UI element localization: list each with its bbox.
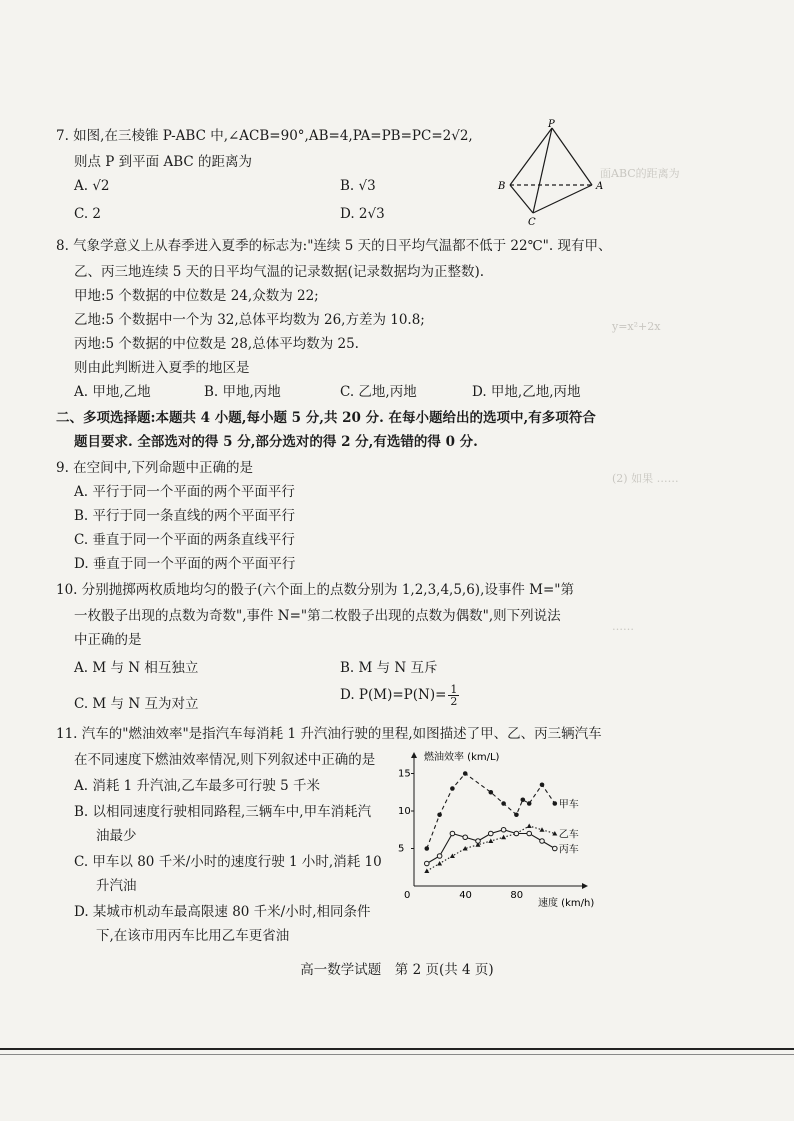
q11-option-d-line2: 下,在该市用丙车比用乙车更省油: [96, 928, 290, 944]
q8-option-c: C. 乙地,丙地: [340, 384, 417, 400]
q9-stem: 9. 在空间中,下列命题中正确的是: [56, 460, 253, 476]
fraction-denominator: 2: [450, 695, 458, 708]
footer-rule-thin: [0, 1054, 794, 1055]
data-point: [489, 790, 494, 795]
fraction: [448, 684, 459, 707]
q7-stem-line2: 则点 P 到平面 ABC 的距离为: [74, 154, 252, 170]
q7-stem-line1: 7. 如图,在三棱锥 P-ABC 中,∠ACB=90°,AB=4,PA=PB=PC=2√2,: [56, 128, 473, 144]
data-point: [463, 771, 468, 776]
data-point: [437, 861, 442, 866]
data-point: [553, 846, 558, 851]
x-tick-label: 40: [459, 890, 472, 901]
q8-option-d: D. 甲地,乙地,丙地: [472, 384, 581, 400]
data-point: [450, 831, 455, 836]
q8-option-a: A. 甲地,乙地: [74, 384, 151, 400]
data-point: [488, 839, 493, 844]
q11-stem-line1: 11. 汽车的"燃油效率"是指汽车每消耗 1 升汽油行驶的里程,如图描述了甲、乙、丙三辆汽车: [56, 726, 602, 742]
series-label: 乙车: [558, 829, 579, 841]
q8-data-jia: 甲地:5 个数据的中位数是 24,众数为 22;: [74, 288, 319, 304]
footer-rule: [0, 1048, 794, 1050]
vertex-label-p: P: [548, 119, 555, 130]
data-point: [450, 786, 455, 791]
q7-option-d: D. 2√3: [340, 206, 385, 222]
data-point: [540, 827, 545, 832]
q8-option-b: B. 甲地,丙地: [204, 384, 281, 400]
data-point: [501, 801, 506, 806]
q8-question: 则由此判断进入夏季的地区是: [74, 360, 250, 376]
tetrahedron-figure: [490, 118, 605, 228]
q10-option-b: B. M 与 N 互斥: [340, 660, 438, 676]
fraction-numerator: 1: [450, 683, 458, 696]
data-point: [425, 846, 430, 851]
q11-option-c-line2: 升汽油: [96, 878, 137, 894]
data-point: [463, 835, 468, 840]
vertex-label-c: C: [528, 217, 536, 228]
data-point: [521, 797, 526, 802]
data-point: [540, 782, 545, 787]
data-point: [514, 831, 519, 836]
q11-stem-line2: 在不同速度下燃油效率情况,则下列叙述中正确的是: [74, 752, 376, 768]
q10-option-d-text: D. P(M)=P(N)=: [340, 687, 447, 703]
q7-option-a: A. √2: [74, 178, 110, 194]
q9-option-a: A. 平行于同一个平面的两个平面平行: [74, 484, 295, 500]
data-point: [450, 854, 455, 859]
section2-heading-line2: 题目要求. 全部选对的得 5 分,部分选对的得 2 分,有选错的得 0 分.: [74, 434, 478, 450]
y-axis-arrow-icon: [411, 752, 417, 758]
data-point: [425, 861, 430, 866]
q10-option-c: C. M 与 N 互为对立: [74, 696, 199, 712]
chart-axes: [398, 752, 588, 901]
data-point: [540, 839, 545, 844]
data-point: [514, 812, 519, 817]
q10-option-d: [340, 684, 459, 707]
chart-xlabel: 速度 (km/h): [538, 898, 595, 909]
q7-option-c: C. 2: [74, 206, 102, 222]
section2-heading-line1: 二、多项选择题:本题共 4 小题,每小题 5 分,共 20 分. 在每小题给出的选项中,有多项符合: [56, 410, 596, 426]
data-point: [424, 869, 429, 874]
q8-data-yi: 乙地:5 个数据中一个为 32,总体平均数为 26,方差为 10.8;: [74, 312, 425, 328]
data-point: [437, 854, 442, 859]
q10-stem-line1: 10. 分别抛掷两枚质地均匀的骰子(六个面上的点数分别为 1,2,3,4,5,6),设事件 M="第: [56, 582, 575, 598]
data-point: [527, 831, 532, 836]
y-tick-label: 10: [398, 806, 411, 817]
data-point: [553, 801, 558, 806]
q11-option-c-line1: C. 甲车以 80 千米/小时的速度行驶 1 小时,消耗 10: [74, 854, 382, 870]
q11-option-b-line2: 油最少: [96, 828, 137, 844]
data-point: [527, 801, 532, 806]
q10-option-a: A. M 与 N 相互独立: [74, 660, 199, 676]
vertex-label-b: B: [498, 181, 506, 192]
data-point: [527, 824, 532, 829]
chart-legend: [559, 799, 579, 856]
y-tick-label: 15: [398, 768, 411, 780]
q11-option-a: A. 消耗 1 升汽油,乙车最多可行驶 5 千米: [74, 778, 320, 794]
q8-data-bing: 丙地:5 个数据的中位数是 28,总体平均数为 25.: [74, 336, 359, 352]
data-point: [501, 835, 506, 840]
x-tick-label: 0: [404, 890, 411, 901]
q11-option-d-line1: D. 某城市机动车最高限速 80 千米/小时,相同条件: [74, 904, 371, 920]
fuel-efficiency-chart: [392, 748, 612, 918]
page-footer: 高一数学试题 第 2 页(共 4 页): [300, 962, 494, 978]
series-label: 甲车: [558, 799, 579, 811]
chart-series: [424, 771, 557, 873]
q8-stem-line1: 8. 气象学意义上从春季进入夏季的标志为:"连续 5 天的日平均气温都不低于 22℃". 现有甲、: [56, 238, 612, 254]
series-label: 丙车: [558, 844, 579, 856]
vertex-label-a: A: [596, 181, 604, 192]
y-tick-label: 5: [398, 843, 405, 855]
data-point: [489, 831, 494, 836]
data-point: [437, 812, 442, 817]
q7-option-b: B. √3: [340, 178, 376, 194]
q8-stem-line2: 乙、丙三地连续 5 天的日平均气温的记录数据(记录数据均为正整数).: [74, 264, 484, 280]
chart-ylabel: 燃油效率 (km/L): [424, 752, 500, 763]
x-tick-label: 80: [510, 890, 524, 901]
q9-option-d: D. 垂直于同一个平面的两个平面平行: [74, 556, 296, 572]
q10-stem-line3: 中正确的是: [74, 632, 142, 648]
data-point: [501, 827, 506, 832]
q9-option-c: C. 垂直于同一个平面的两条直线平行: [74, 532, 295, 548]
q11-option-b-line1: B. 以相同速度行驶相同路程,三辆车中,甲车消耗汽: [74, 804, 372, 820]
x-axis-arrow-icon: [582, 883, 588, 889]
q9-option-b: B. 平行于同一条直线的两个平面平行: [74, 508, 296, 524]
q10-stem-line2: 一枚骰子出现的点数为奇数",事件 N="第二枚骰子出现的点数为偶数",则下列说法: [74, 608, 561, 624]
data-point: [476, 839, 481, 844]
